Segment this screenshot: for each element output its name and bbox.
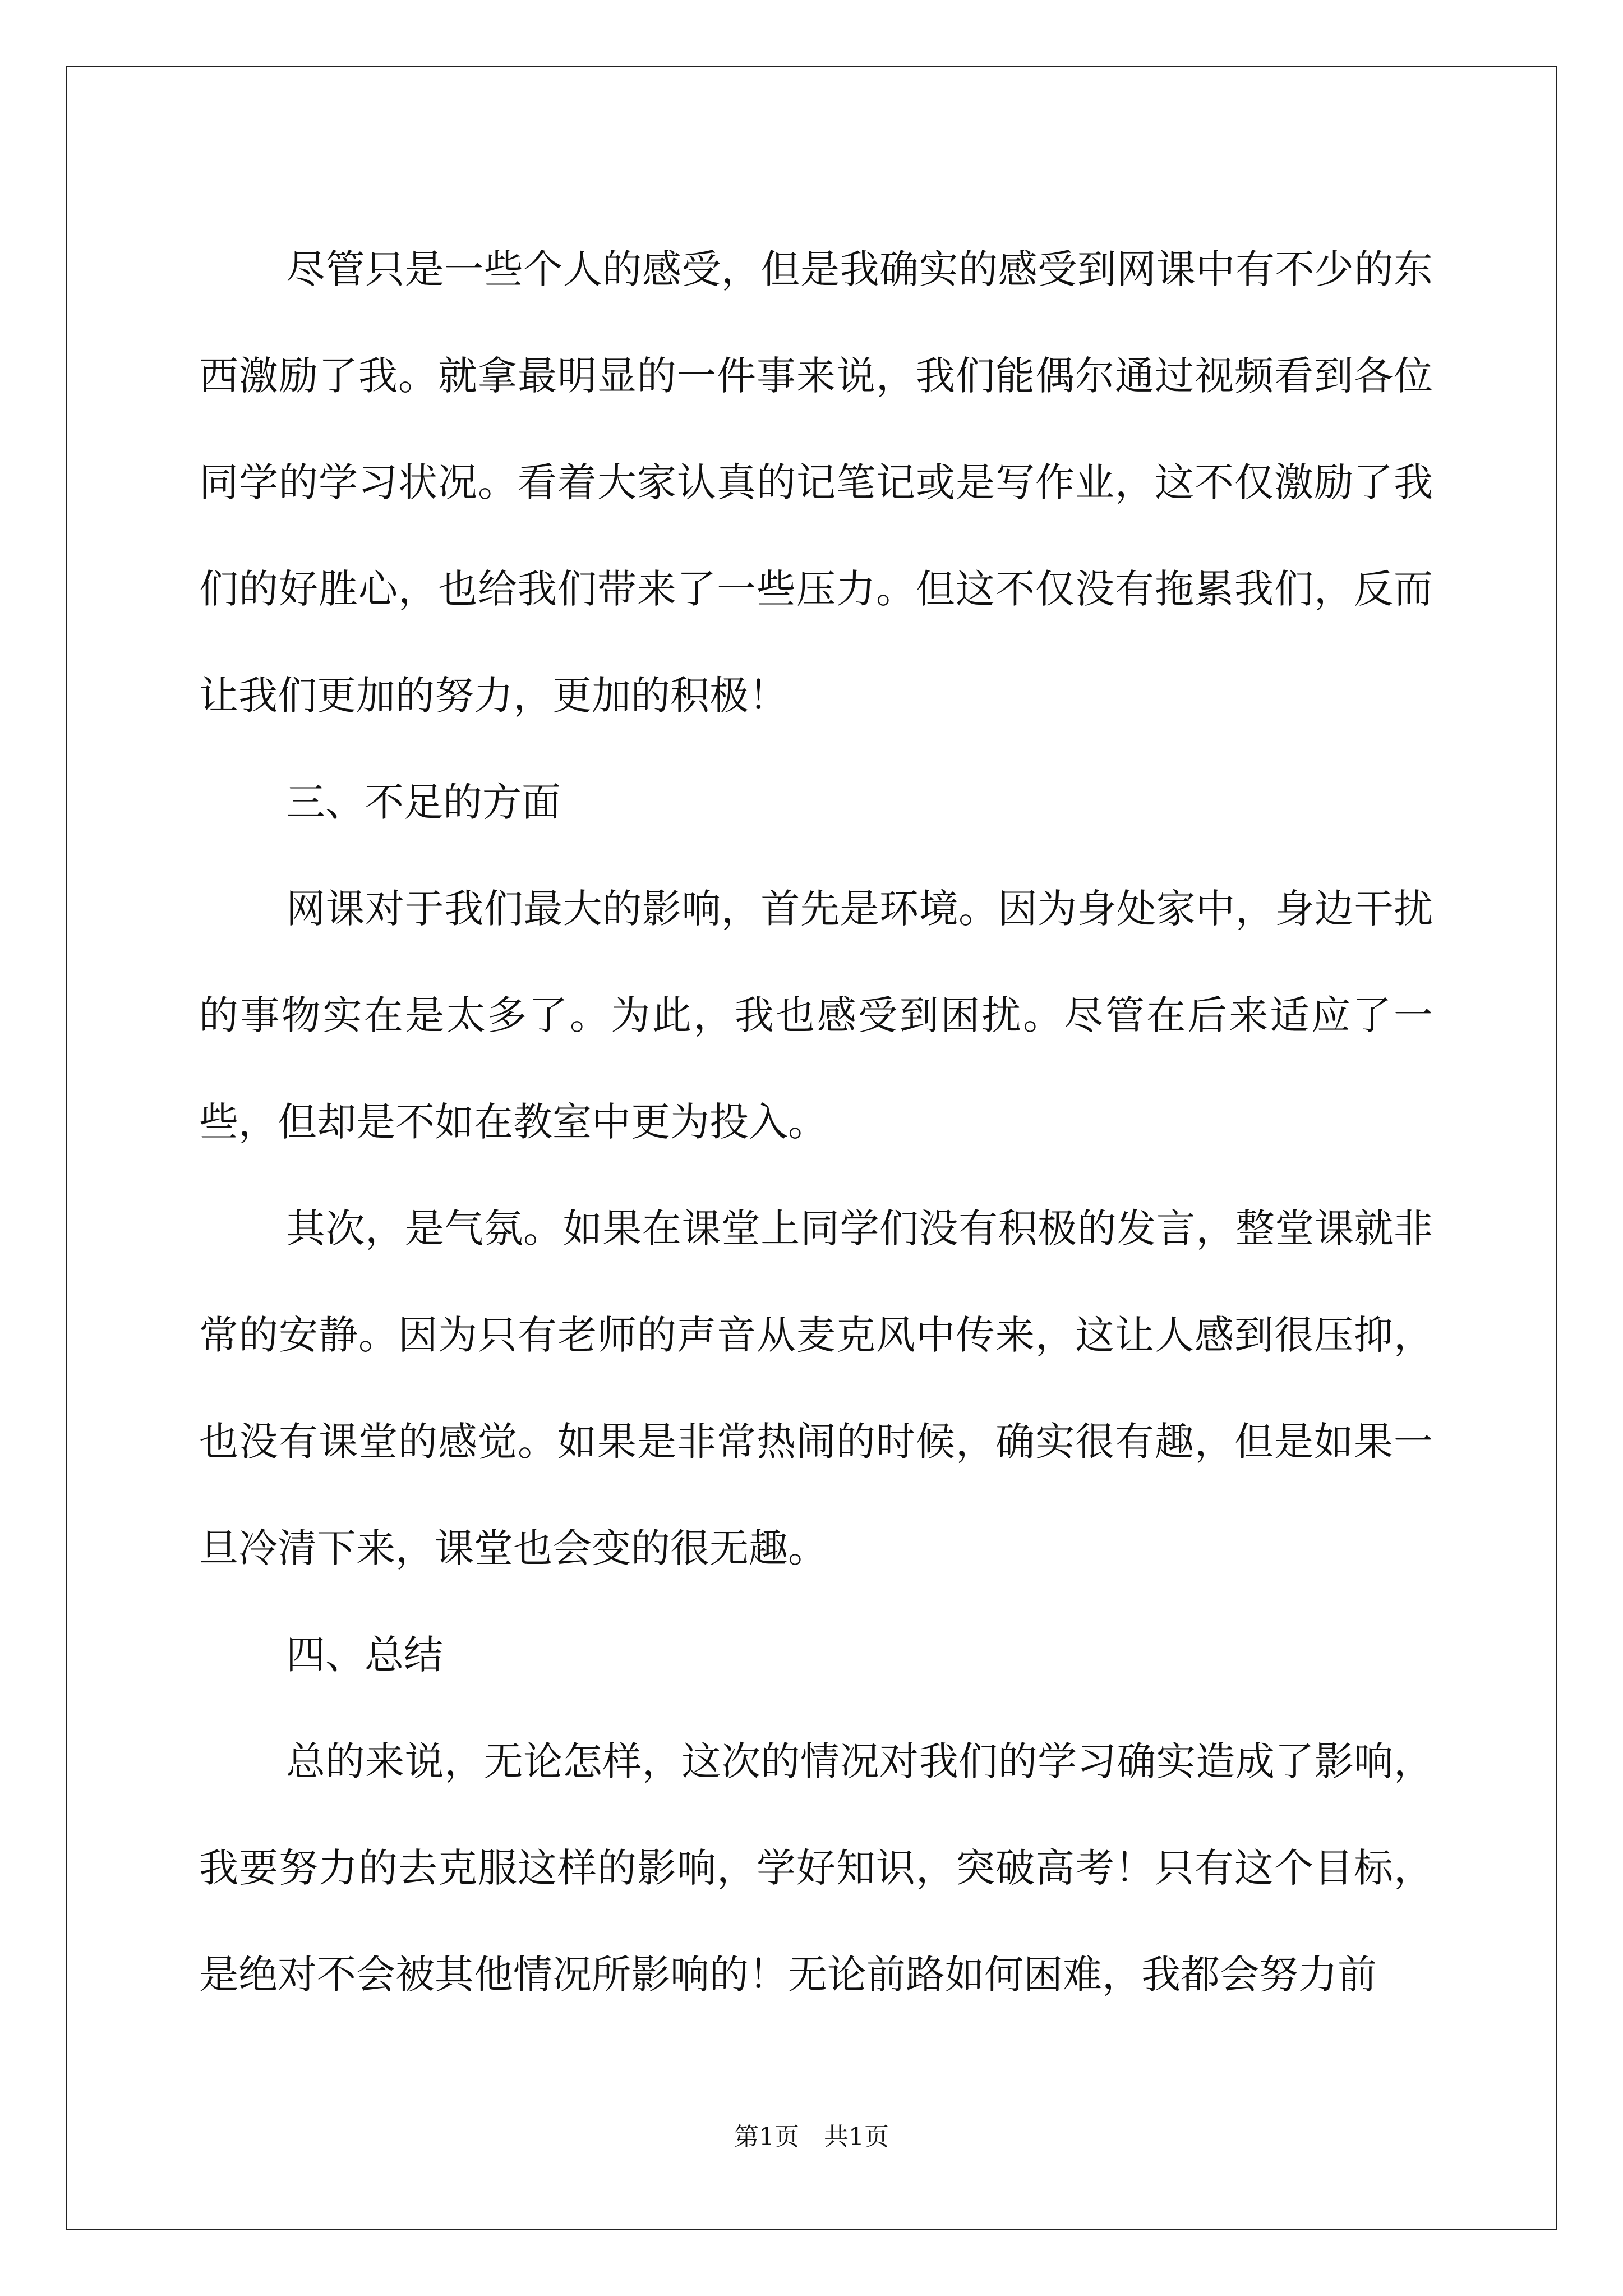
page-footer: 第1页 共1页 [734,2123,889,2151]
paragraph-motivation: 尽管只是一些个人的感受，但是我确实的感受到网课中有不少的东西激励了我。就拿最明显的一件事来说，我们能偶尔通过视频看到各位同学的学习状况。看着大家认真的记笔记或是写作业，这不仅激励了我们的好胜心，也给我们带来了一些压力。但这不仅没有拖累我们，反而让我们更加的努力，更加的积极！ [199,246,1433,719]
paragraph-environment: 网课对于我们最大的影响，首先是环境。因为身处家中，身边干扰的事物实在是太多了。为此，我也感受到困扰。尽管在后来适应了一些，但却是不如在教室中更为投入。 [199,886,1433,1145]
paragraph-summary: 总的来说，无论怎样，这次的情况对我们的学习确实造成了影响，我要努力的去克服这样的影响，学好知识，突破高考！只有这个目标，是绝对不会被其他情况所影响的！无论前路如何困难，我都会努力前 [199,1738,1433,1998]
section-heading-summary: 四、总结 [286,1632,443,1678]
paragraph-atmosphere: 其次，是气氛。如果在课堂上同学们没有积极的发言，整堂课就非常的安静。因为只有老师的声音从麦克风中传来，这让人感到很压抑，也没有课堂的感觉。如果是非常热闹的时候，确实很有趣，但是如果一旦冷清下来，课堂也会变的很无趣。 [199,1205,1433,1571]
section-heading-shortcomings: 三、不足的方面 [286,779,561,825]
document-body [199,216,1433,2028]
